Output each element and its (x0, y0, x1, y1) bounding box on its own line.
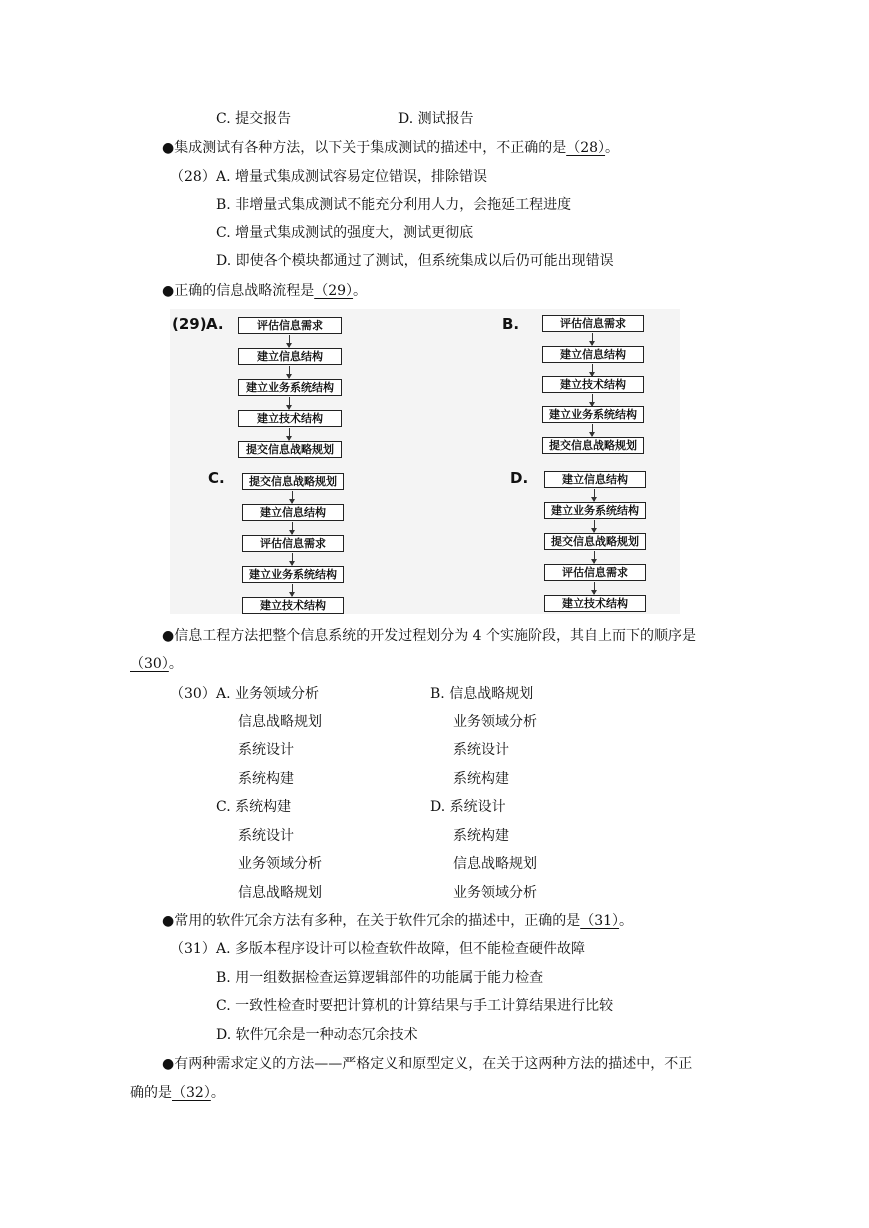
q28-option-b: B. 非增量式集成测试不能充分利用人力，会拖延工程进度 (216, 197, 572, 213)
q30-stem-line-2 (130, 655, 183, 673)
flow-b-arrow-1 (592, 333, 593, 345)
q30-c-line-1: C. 系统构建 (216, 799, 292, 815)
flow-b-step-2: 建立信息结构 (542, 346, 644, 363)
flow-a-step-5: 提交信息战略规划 (238, 441, 342, 458)
flow-a-step-1: 评估信息需求 (238, 317, 342, 334)
q30-answer-blank: （30） (130, 656, 169, 672)
flow-c-step-5: 建立技术结构 (242, 597, 344, 614)
q32-stem-line-2 (130, 1084, 225, 1102)
q29-number-label: (29) (172, 315, 207, 333)
q32-stem-text: 确的是 (130, 1085, 172, 1101)
flow-a-step-2: 建立信息结构 (238, 348, 342, 365)
q30-b-line-4: 系统构建 (453, 771, 509, 787)
flow-d-step-4: 评估信息需求 (544, 564, 646, 581)
flow-c-letter: C. (208, 469, 225, 487)
q28-option-d: D. 即使各个模块都通过了测试，但系统集成以后仍可能出现错误 (216, 253, 614, 269)
q27-option-c: C. 提交报告 (216, 111, 292, 127)
q28-stem (162, 139, 619, 157)
flow-d-step-5: 建立技术结构 (544, 595, 646, 612)
q29-stem-text: ●正确的信息战略流程是 (162, 283, 315, 299)
q30-d-line-3: 信息战略规划 (453, 856, 537, 872)
flow-c-arrow-1 (292, 491, 293, 503)
q31-answer-blank: （31） (580, 913, 620, 929)
flow-b-step-1: 评估信息需求 (542, 315, 644, 332)
flow-c-step-4: 建立业务系统结构 (242, 566, 344, 583)
q30-b-line-1: B. 信息战略规划 (430, 686, 534, 702)
flow-c-arrow-3 (292, 553, 293, 565)
q30-d-line-2: 系统构建 (453, 828, 509, 844)
q31-stem-text: ●常用的软件冗余方法有多种，在关于软件冗余的描述中，正确的是 (162, 913, 581, 929)
q28-number: （28） (170, 169, 216, 185)
flow-a-step-4: 建立技术结构 (238, 410, 342, 427)
flow-c-step-1: 提交信息战略规划 (242, 473, 344, 490)
q28-option-a: A. 增量式集成测试容易定位错误，排除错误 (216, 169, 488, 185)
flow-d-arrow-1 (594, 489, 595, 501)
q30-a-line-1: A. 业务领域分析 (216, 686, 320, 702)
q32-stem-line-1: ●有两种需求定义的方法——严格定义和原型定义，在关于这两种方法的描述中，不正 (162, 1056, 693, 1072)
q30-stem-end: 。 (168, 656, 183, 672)
q30-d-line-1: D. 系统设计 (430, 799, 506, 815)
q31-option-a: A. 多版本程序设计可以检查软件故障，但不能检查硬件故障 (216, 941, 586, 957)
q30-number: （30） (170, 686, 216, 702)
flow-a-arrow-4 (289, 428, 290, 440)
q30-d-line-4: 业务领域分析 (453, 885, 537, 901)
flow-a-arrow-3 (289, 397, 290, 409)
flow-d-letter: D. (510, 469, 529, 487)
q31-number: （31） (170, 941, 216, 957)
q28-stem-end: 。 (605, 140, 620, 156)
q32-answer-blank: （32） (172, 1085, 211, 1101)
q31-stem-end: 。 (619, 913, 634, 929)
q30-a-line-2: 信息战略规划 (238, 714, 322, 730)
flow-c-step-3: 评估信息需求 (242, 535, 344, 552)
flow-b-step-5: 提交信息战略规划 (542, 437, 644, 454)
flow-b-arrow-4 (592, 424, 593, 436)
q30-b-line-3: 系统设计 (453, 742, 509, 758)
flow-d-step-1: 建立信息结构 (544, 471, 646, 488)
flow-a-letter: A. (206, 315, 224, 333)
q30-c-line-3: 业务领域分析 (238, 856, 322, 872)
q28-option-c: C. 增量式集成测试的强度大，测试更彻底 (216, 225, 474, 241)
q30-c-line-4: 信息战略规划 (238, 885, 322, 901)
flow-d-arrow-2 (594, 520, 595, 532)
flow-d-step-2: 建立业务系统结构 (544, 502, 646, 519)
q28-stem-text: ●集成测试有各种方法，以下关于集成测试的描述中，不正确的是 (162, 140, 567, 156)
flow-d-arrow-4 (594, 582, 595, 594)
flow-b-arrow-2 (592, 364, 593, 376)
q30-a-line-3: 系统设计 (238, 742, 294, 758)
q31-option-b: B. 用一组数据检查运算逻辑部件的功能属于能力检查 (216, 970, 544, 986)
flow-c-arrow-2 (292, 522, 293, 534)
q30-c-line-2: 系统设计 (238, 828, 294, 844)
flow-d-step-3: 提交信息战略规划 (544, 533, 646, 550)
q31-option-d: D. 软件冗余是一种动态冗余技术 (216, 1027, 418, 1043)
q31-stem (162, 912, 633, 930)
flow-b-step-3: 建立技术结构 (542, 376, 644, 393)
q30-a-line-4: 系统构建 (238, 771, 294, 787)
flow-b-step-4: 建立业务系统结构 (542, 406, 644, 423)
q32-stem-end: 。 (210, 1085, 225, 1101)
flow-b-letter: B. (502, 315, 520, 333)
q30-stem-line-1: ●信息工程方法把整个信息系统的开发过程划分为 4 个实施阶段，其自上而下的顺序是 (162, 628, 697, 644)
flow-a-arrow-1 (289, 335, 290, 347)
q31-option-c: C. 一致性检查时要把计算机的计算结果与手工计算结果进行比较 (216, 998, 614, 1014)
q29-stem-end: 。 (353, 283, 368, 299)
q30-b-line-2: 业务领域分析 (453, 714, 537, 730)
flow-b-arrow-3 (592, 394, 593, 406)
flow-d-arrow-3 (594, 551, 595, 563)
q29-flowchart-figure (170, 309, 680, 614)
q27-option-d: D. 测试报告 (398, 111, 474, 127)
q29-answer-blank: （29） (314, 283, 354, 299)
flow-c-step-2: 建立信息结构 (242, 504, 344, 521)
flow-a-arrow-2 (289, 366, 290, 378)
flow-c-arrow-4 (292, 584, 293, 596)
q29-stem (162, 282, 367, 300)
flow-a-step-3: 建立业务系统结构 (238, 379, 342, 396)
q28-answer-blank: （28） (566, 140, 606, 156)
